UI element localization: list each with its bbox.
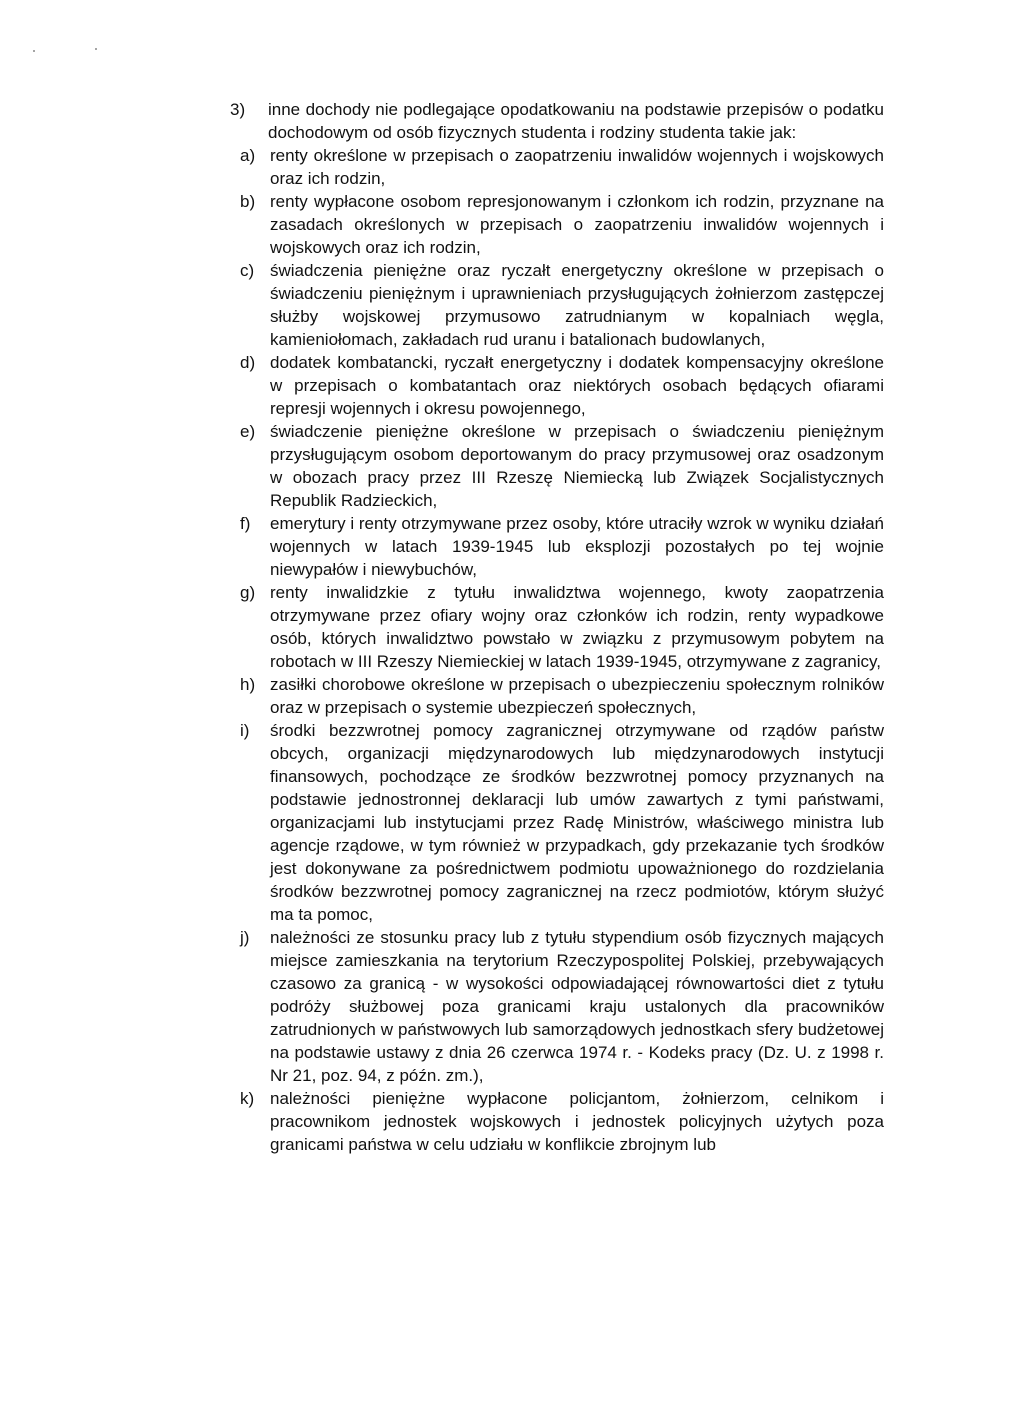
list-item	[230, 673, 884, 719]
item-letter: d)	[240, 353, 256, 372]
item-letter: e)	[240, 422, 256, 441]
scan-speck	[95, 48, 97, 50]
section-number: 3)	[230, 100, 246, 119]
item-text: należności pieniężne wypłacone policjantom, żołnierzom, celnikom i pracownikom jednostek wojskowych i jednostek policyjnych użytych poza granicami państwa w celu udziału w konflikcie zbrojnym lub	[270, 1089, 884, 1154]
list-item	[230, 719, 884, 926]
list-item	[230, 259, 884, 351]
item-text: renty określone w przepisach o zaopatrzeniu inwalidów wojennych i wojskowych oraz ich rodzin,	[270, 146, 884, 188]
item-text: renty wypłacone osobom represjonowanym i członkom ich rodzin, przyznane na zasadach określonych w przepisach o zaopatrzeniu inwalidów wojennych i wojskowych oraz ich rodzin,	[270, 192, 884, 257]
list-item	[230, 351, 884, 420]
scan-speck	[33, 50, 35, 52]
item-text: należności ze stosunku pracy lub z tytułu stypendium osób fizycznych mających miejsce zamieszkania na terytorium Rzeczypospolitej Polskiej, przebywających czasowo za granicą - w wysokości odpowiadającej równowartości diet z tytułu podróży służbowej poza granicami kraju ustalonych dla pracowników zatrudnionych w państwowych lub samorządowych jednostkach sfery budżetowej na podstawie ustawy z dnia 26 czerwca 1974 r. - Kodeks pracy (Dz. U. z 1998 r. Nr 21, poz. 94, z późn. zm.),	[270, 928, 884, 1085]
item-text: zasiłki chorobowe określone w przepisach o ubezpieczeniu społecznym rolników oraz w przepisach o systemie ubezpieczeń społecznych,	[270, 675, 884, 717]
item-letter: k)	[240, 1089, 255, 1108]
item-text: emerytury i renty otrzymywane przez osoby, które utraciły wzrok w wyniku działań wojennych w latach 1939-1945 lub eksplozji pozostałych po tej wojnie niewypałów i niewybuchów,	[270, 514, 884, 579]
document-page	[230, 98, 884, 1156]
item-letter: b)	[240, 192, 256, 211]
section-3	[230, 98, 884, 144]
item-letter: h)	[240, 675, 256, 694]
item-letter: j)	[240, 928, 250, 947]
list-item	[230, 190, 884, 259]
item-text: dodatek kombatancki, ryczałt energetyczny i dodatek kompensacyjny określone w przepisach o kombatantach oraz niektórych osobach będących ofiarami represji wojennych i okresu powojennego,	[270, 353, 884, 418]
section-intro-text: inne dochody nie podlegające opodatkowaniu na podstawie przepisów o podatku dochodowym od osób fizycznych studenta i rodziny studenta takie jak:	[268, 100, 884, 142]
list-item	[230, 1087, 884, 1156]
item-letter: g)	[240, 583, 256, 602]
item-letter: c)	[240, 261, 255, 280]
list-item	[230, 420, 884, 512]
list-item	[230, 581, 884, 673]
item-text: świadczenie pieniężne określone w przepisach o świadczeniu pieniężnym przysługującym osobom deportowanym do pracy przymusowej oraz osadzonym w obozach pracy przez III Rzeszę Niemiecką lub Związek Socjalistycznych Republik Radzieckich,	[270, 422, 884, 510]
list-item	[230, 144, 884, 190]
item-text: renty inwalidzkie z tytułu inwalidztwa wojennego, kwoty zaopatrzenia otrzymywane przez ofiary wojny oraz członków ich rodzin, renty wypadkowe osób, których inwalidztwo powstało w związku z przymusowym pobytem na robotach w III Rzeszy Niemieckiej w latach 1939-1945, otrzymywane z zagranicy,	[270, 583, 884, 671]
item-text: środki bezzwrotnej pomocy zagranicznej otrzymywane od rządów państw obcych, organizacji międzynarodowych lub międzynarodowych instytucji finansowych, pochodzące ze środków bezzwrotnej pomocy przyznanych na podstawie jednostronnej deklaracji lub umów zawartych z tymi państwami, organizacjami lub instytucjami przez Radę Ministrów, właściwego ministra lub agencje rządowe, w tym również w przypadkach, gdy przekazanie tych środków jest dokonywane za pośrednictwem podmiotu upoważnionego do rozdzielania środków bezzwrotnej pomocy zagranicznej na rzecz podmiotów, którym służyć ma ta pomoc,	[270, 721, 884, 924]
list-item	[230, 512, 884, 581]
item-letter: i)	[240, 721, 250, 740]
item-letter: f)	[240, 514, 251, 533]
item-text: świadczenia pieniężne oraz ryczałt energetyczny określone w przepisach o świadczeniu pieniężnym i uprawnieniach przysługujących żołnierzom zastępczej służby wojskowej przymusowo zatrudnianym w kopalniach węgla, kamieniołomach, zakładach rud uranu i batalionach budowlanych,	[270, 261, 884, 349]
list-item	[230, 926, 884, 1087]
item-letter: a)	[240, 146, 256, 165]
item-list	[230, 144, 884, 1156]
